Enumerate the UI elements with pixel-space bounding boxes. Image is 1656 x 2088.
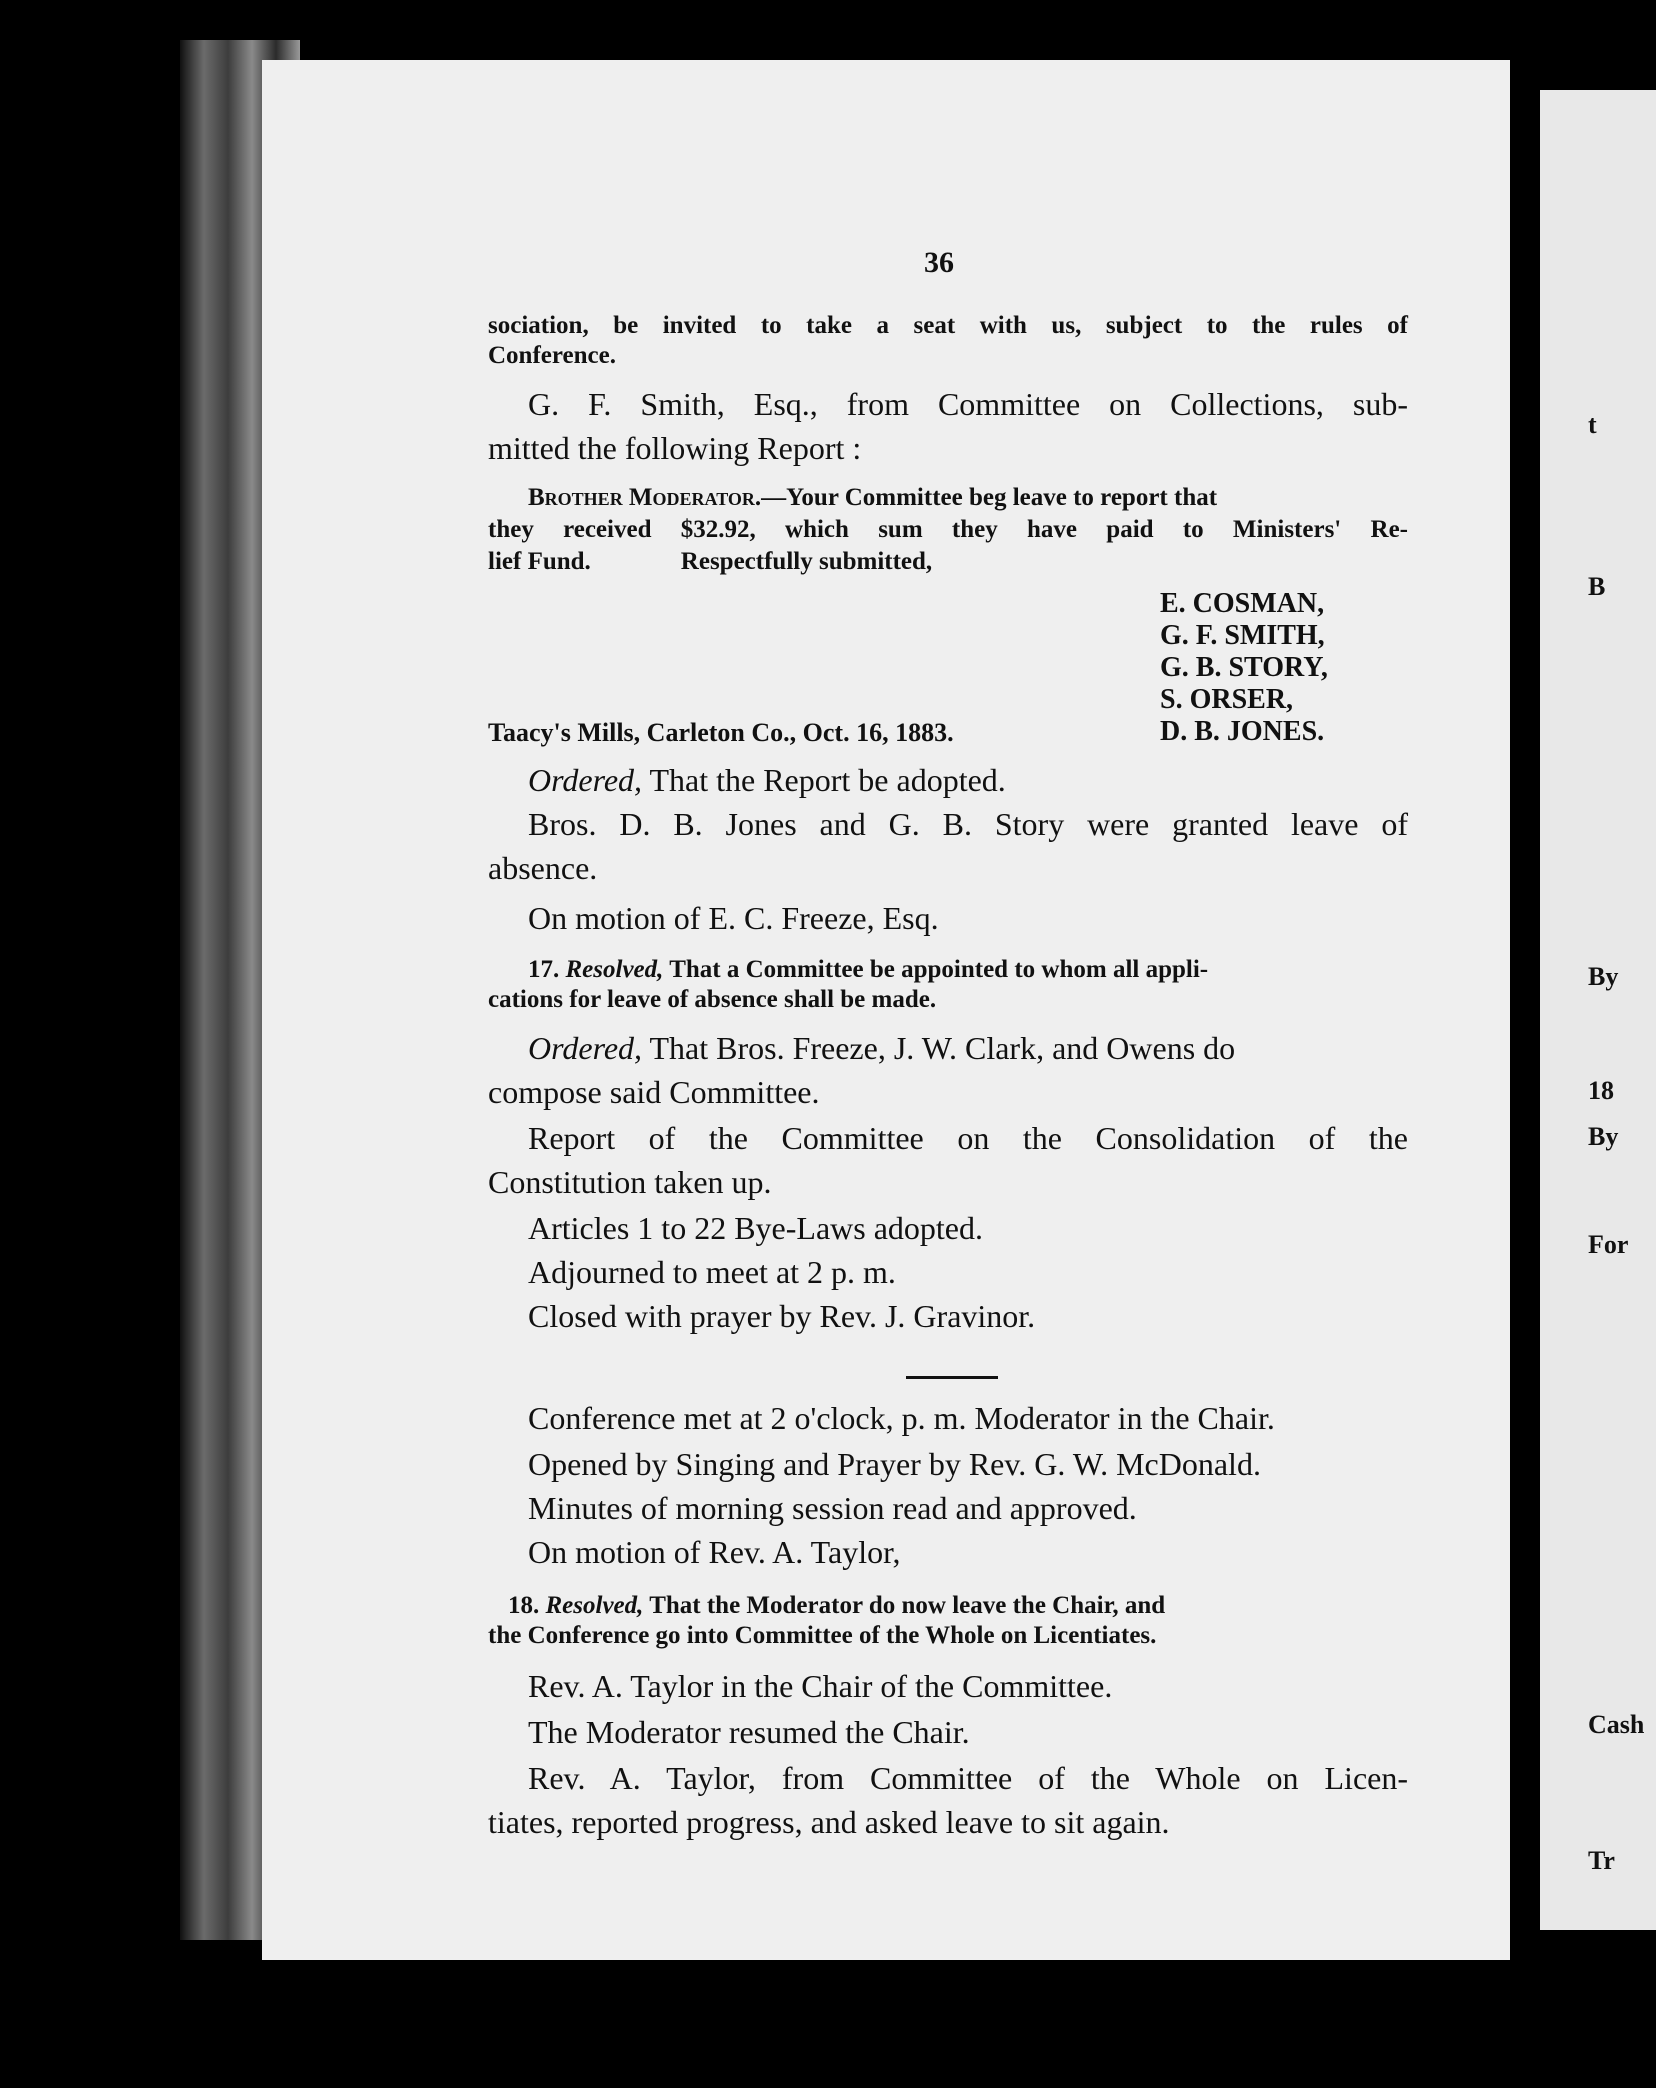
ordered-line: [528, 762, 1006, 799]
resolution-number: 17.: [528, 956, 560, 983]
text-line: G. F. Smith, Esq., from Committee on Collections, sub-: [528, 386, 1408, 422]
text-line: Bros. D. B. Jones and G. B. Story were granted leave of: [528, 806, 1408, 842]
report-text: —Your Committee beg leave to report that: [761, 484, 1218, 511]
signatory: E. COSMAN,: [1160, 588, 1325, 619]
text-line: Opened by Singing and Prayer by Rev. G. W. McDonald.: [528, 1446, 1261, 1482]
text-line: cations for leave of absence shall be made.: [488, 986, 937, 1013]
right-page-fragment: 18: [1588, 1076, 1614, 1105]
text-line: Adjourned to meet at 2 p. m.: [528, 1254, 896, 1290]
resolution-text: That the Moderator do now leave the Chair, and: [649, 1592, 1166, 1619]
section-divider: [906, 1376, 998, 1379]
text-line: On motion of Rev. A. Taylor,: [528, 1534, 901, 1570]
text-line: the Conference go into Committee of the Whole on Licentiates.: [488, 1622, 1157, 1649]
text-line: Report of the Committee on the Consolidation of the: [528, 1120, 1408, 1156]
resolution-number: 18.: [508, 1592, 540, 1619]
right-page-fragment: t: [1588, 410, 1597, 439]
right-page-fragment: By: [1588, 962, 1619, 991]
ordered-line: [528, 1030, 1408, 1067]
text-line: Conference met at 2 o'clock, p. m. Moderator in the Chair.: [528, 1400, 1275, 1436]
text-line: Constitution taken up.: [488, 1164, 772, 1200]
text-line: they received $32.92, which sum they have paid to Ministers' Re-: [488, 516, 1408, 543]
place-date: Taacy's Mills, Carleton Co., Oct. 16, 1883.: [488, 718, 954, 747]
signatory: D. B. JONES.: [1160, 716, 1325, 747]
page-number: 36: [924, 246, 954, 279]
resolution-17: [528, 956, 1408, 984]
report-opening: [528, 484, 1408, 512]
ordered-text: That the Report be adopted.: [649, 762, 1006, 798]
signatory: S. ORSER,: [1160, 684, 1294, 715]
text-line: Closed with prayer by Rev. J. Gravinor.: [528, 1298, 1036, 1334]
text-line: sociation, be invited to take a seat with us, subject to the rules of: [488, 312, 1408, 339]
right-page-fragment: Tr: [1588, 1846, 1615, 1875]
ordered-label: Ordered,: [528, 762, 643, 798]
text-line: Rev. A. Taylor, from Committee of the Whole on Licen-: [528, 1760, 1408, 1796]
right-page-fragment: By: [1588, 1122, 1619, 1151]
salutation: Brother Moderator.: [528, 484, 762, 511]
right-page-fragment: For: [1588, 1230, 1629, 1259]
text-line: mitted the following Report :: [488, 430, 862, 466]
right-page-fragment: Cash: [1588, 1710, 1645, 1739]
text-line: Articles 1 to 22 Bye-Laws adopted.: [528, 1210, 983, 1246]
text-line: compose said Committee.: [488, 1074, 820, 1110]
ordered-label: Ordered,: [528, 1030, 643, 1066]
text-line: tiates, reported progress, and asked leave to sit again.: [488, 1804, 1170, 1840]
right-page: [1540, 90, 1656, 1930]
text-line: Rev. A. Taylor in the Chair of the Committee.: [528, 1668, 1113, 1704]
resolved-label: Resolved,: [565, 956, 664, 983]
ordered-text: That Bros. Freeze, J. W. Clark, and Owens do: [649, 1030, 1236, 1066]
signatory: G. F. SMITH,: [1160, 620, 1325, 651]
report-closing: [488, 548, 932, 576]
right-page-fragment: B: [1588, 572, 1606, 601]
text-line: absence.: [488, 850, 598, 886]
text-line: Minutes of morning session read and approved.: [528, 1490, 1137, 1526]
signatory: G. B. STORY,: [1160, 652, 1328, 683]
text-line: The Moderator resumed the Chair.: [528, 1714, 970, 1750]
report-text: lief Fund.: [488, 548, 591, 575]
text-line: On motion of E. C. Freeze, Esq.: [528, 900, 939, 936]
resolved-label: Resolved,: [545, 1592, 644, 1619]
respectfully-submitted: Respectfully submitted,: [680, 548, 933, 575]
resolution-text: That a Committee be appointed to whom all appli-: [669, 956, 1209, 983]
resolution-18: [508, 1592, 1408, 1620]
text-line: Conference.: [488, 342, 616, 369]
